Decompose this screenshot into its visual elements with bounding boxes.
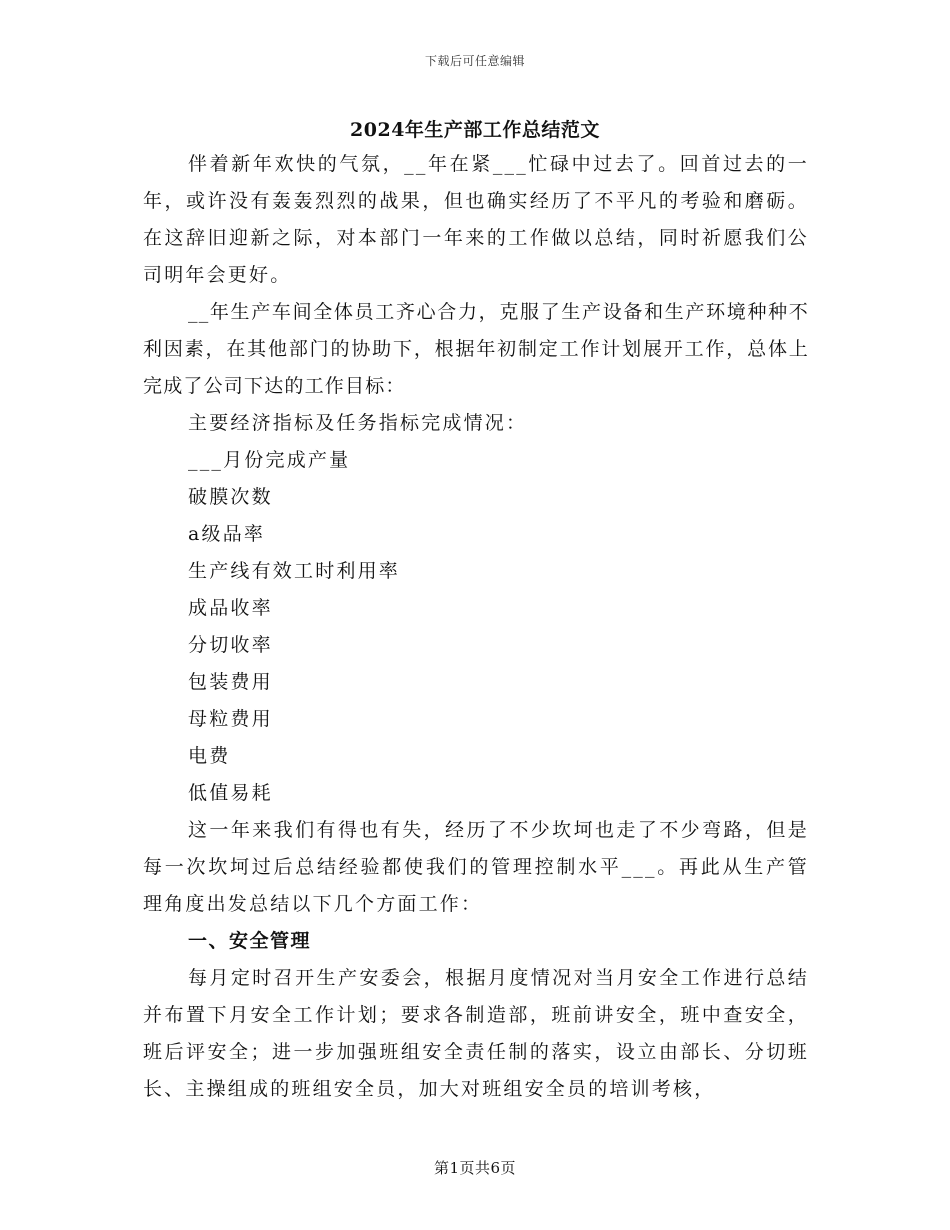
page-number: 第1页共6页 (433, 1159, 517, 1177)
indicators-intro: 主要经济指标及任务指标完成情况： (188, 412, 528, 434)
indicator-item: 电费 (188, 745, 231, 767)
indicator-item: ___月份完成产量 (188, 449, 351, 471)
indicator-item: 破膜次数 (188, 486, 273, 508)
intro-paragraph: 伴着新年欢快的气氛，__年在紧___忙碌中过去了。回首过去的一年，或许没有轰轰烈烈的战果，但也确实经历了不平凡的考验和磨砺。在这辞旧迎新之际，对本部门一年来的工作做以总结，同时祈愿我们公司明年会更好。 (143, 153, 809, 286)
indicator-item: 分切收率 (188, 634, 273, 656)
safety-paragraph: 每月定时召开生产安委会，根据月度情况对当月安全工作进行总结并布置下月安全工作计划；要求各制造部，班前讲安全，班中查安全，班后评安全；进一步加强班组安全责任制的落实，设立由部长、分切班长、主操组成的班组安全员，加大对班组安全员的培训考核， (143, 967, 809, 1100)
indicator-item: 包装费用 (188, 671, 273, 693)
indicator-item: 成品收率 (188, 597, 273, 619)
indicator-item: 母粒费用 (188, 708, 273, 730)
section-heading-safety: 一、安全管理 (188, 930, 312, 952)
download-note: 下载后可任意编辑 (424, 54, 525, 68)
indicator-item: a级品率 (188, 523, 266, 545)
indicator-item: 低值易耗 (188, 782, 273, 804)
summary-paragraph: 这一年来我们有得也有失，经历了不少坎坷也走了不少弯路，但是每一次坎坷过后总结经验都使我们的管理控制水平___。再此从生产管理角度出发总结以下几个方面工作： (143, 819, 809, 915)
overview-paragraph: __年生产车间全体员工齐心合力，克服了生产设备和生产环境种种不利因素，在其他部门的协助下，根据年初制定工作计划展开工作，总体上完成了公司下达的工作目标： (143, 301, 809, 397)
document-title: 2024年生产部工作总结范文 (350, 119, 600, 141)
indicator-item: 生产线有效工时利用率 (188, 560, 401, 582)
document-body (143, 146, 809, 1108)
